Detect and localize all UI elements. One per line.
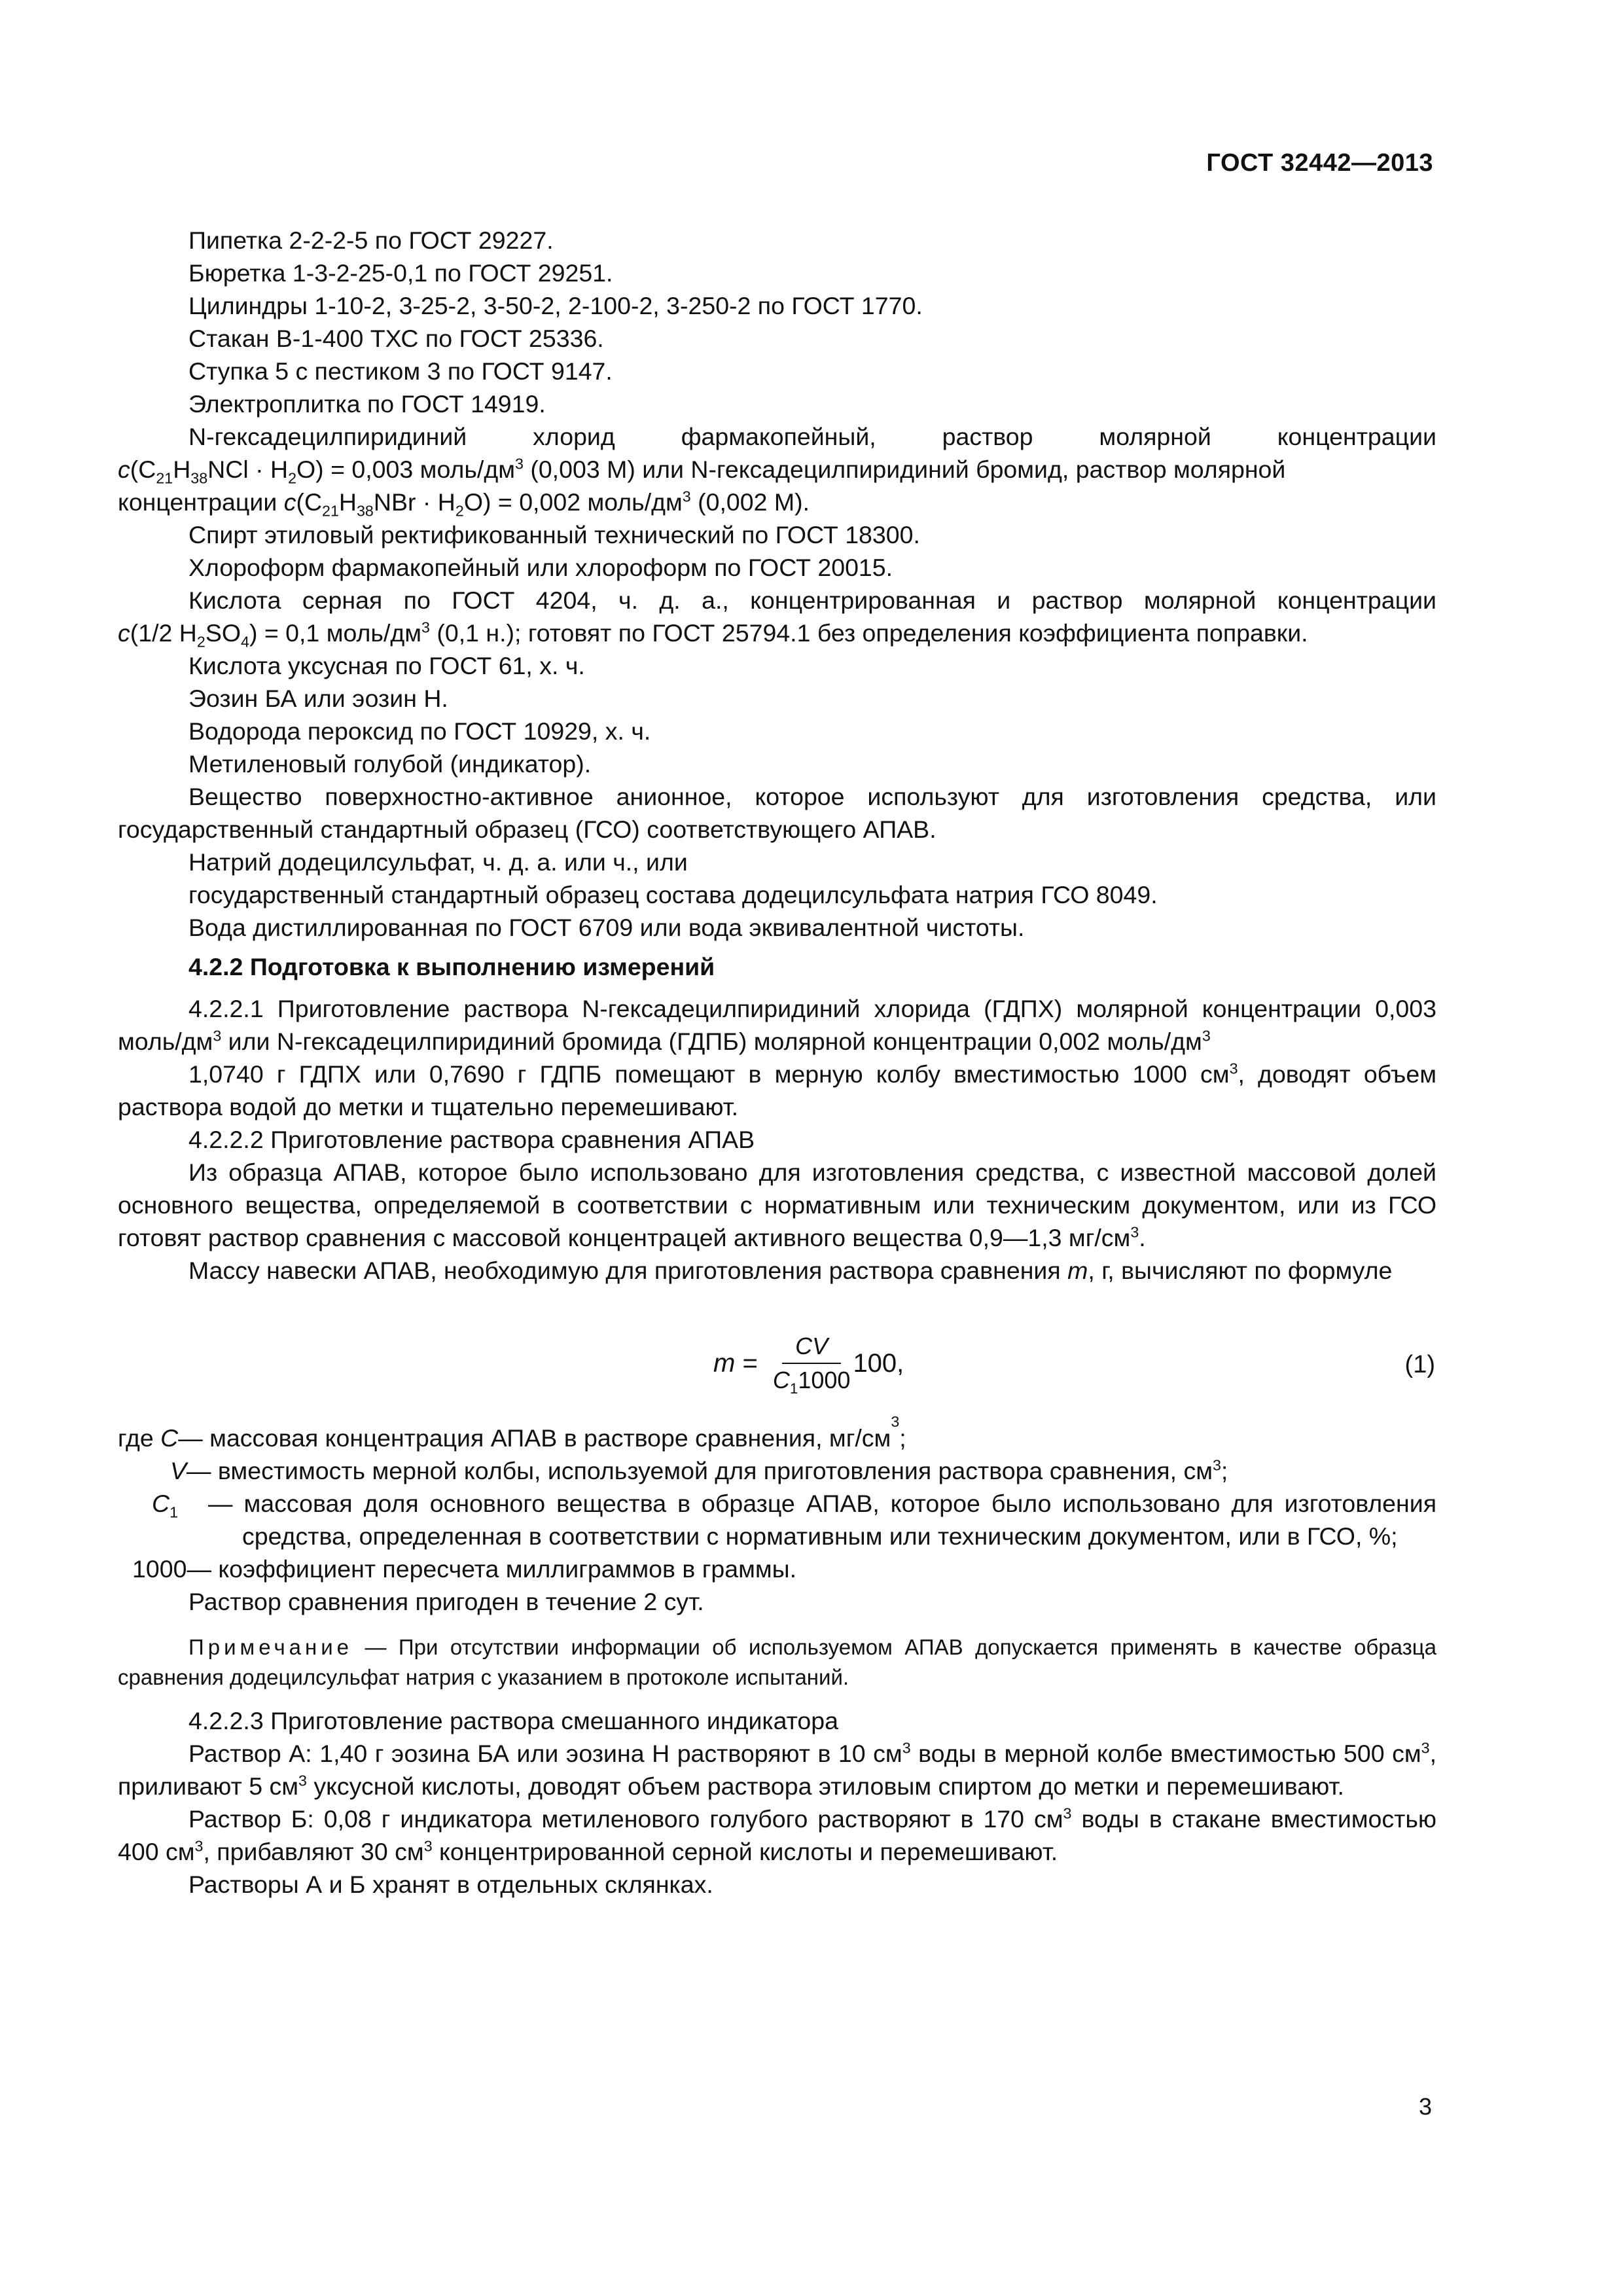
formula-numerator: CV [782, 1333, 841, 1364]
formula-denominator: $C_11000$ [772, 1367, 851, 1397]
reagent-line: государственный стандартный образец состава додецилсульфата натрия ГСО 8049. [188, 881, 1158, 908]
formula-lhs: m [713, 1349, 736, 1378]
where-item: 1000 — коэффициент пересчета миллиграммов в граммы. [132, 1555, 797, 1583]
page-number: 3 [1418, 2093, 1432, 2120]
note-paragraph: Примечание — При отсутствии информации об используемом АПАВ допускается применять в качестве образца сравнения додецилсульфат натрия с указанием в протоколе испытаний. [118, 1635, 1436, 1689]
equipment-line: Цилиндры 1-10-2, 3-25-2, 3-50-2, 2-100-2, 3-250-2 по ГОСТ 1770. [188, 292, 923, 319]
paragraph-4-2-2-1: 4.2.2.1 Приготовление раствора N-гексадецилпиридиний хлорида (ГДПХ) молярной концентрации 0,003 моль/$дм^3$ или N-гексадецилпиридиний бромида (ГДПБ) молярной концентрации 0,002 моль/$дм^3$ [118, 995, 1436, 1055]
page-content [118, 224, 1436, 1901]
equipment-line: Пипетка 2-2-2-5 по ГОСТ 29227. [188, 226, 554, 254]
formula-1 [118, 1306, 1436, 1416]
acid-formula-line: c(1/2 $H_2SO_4) = 0,1$ моль/$дм^3$ (0,1 н.); готовят по ГОСТ 25794.1 без определения коэффициента поправки. [118, 619, 1308, 651]
standard-header: ГОСТ 32442—2013 [1206, 149, 1433, 177]
formula-equals: = [735, 1349, 765, 1378]
where-item: $C_1$ — массовая доля основного вещества в образце АПАВ, которое было использовано для изготовления средства, определенная в соответствии с нормативным или техническим документом, или в ГСО, %; [152, 1490, 1436, 1550]
formula-factor: 100, [853, 1349, 904, 1378]
reagent-line: N-гексадецилпиридиний хлорид фармакопейный, раствор молярной концентрации [188, 423, 1436, 450]
paragraph-mass: Массу навески АПАВ, необходимую для приготовления раствора сравнения m, г, вычисляют по формуле [188, 1257, 1393, 1284]
reagent-line: Хлороформ фармакопейный или хлороформ по ГОСТ 20015. [188, 554, 893, 581]
equipment-line: Стакан В-1-400 ТХС по ГОСТ 25336. [188, 325, 604, 352]
where-item: V — вместимость мерной колбы, используемой для приготовления раствора сравнения, $см^3$; [170, 1456, 1228, 1484]
equipment-line: Ступка 5 с пестиком 3 по ГОСТ 9147. [188, 357, 613, 385]
equipment-line: Бюретка 1-3-2-25-0,1 по ГОСТ 29251. [188, 259, 613, 287]
acid-line: Кислота серная по ГОСТ 4204, ч. д. а., концентрированная и раствор молярной концентрации [188, 586, 1436, 614]
subsection-heading-4-2-2-2: 4.2.2.2 Приготовление раствора сравнения АПАВ [188, 1126, 755, 1153]
paragraph-4-2-2-2: Из образца АПАВ, которое было использовано для изготовления средства, с известной массовой долей основного вещества, определяемой в соответствии с нормативным или техническим документом, или из ГСО готовят раствор сравнения с массовой концентрацей активного вещества 0,9—1,3 $мг/см^3$. [118, 1158, 1436, 1251]
reagent-line: Метиленовый голубой (индикатор). [188, 750, 592, 778]
formula-fraction [772, 1333, 851, 1397]
reagent-line: Вода дистиллированная по ГОСТ 6709 или вода эквивалентной чистоты. [188, 914, 1025, 941]
reagent-line: Натрий додецилсульфат, ч. д. а. или ч., или [188, 848, 688, 876]
reagent-formula-line: концентрации $c(C_{21}H_{38}NBr \cdot H_2O) = 0,002$ моль/$дм^3$ (0,002 М). [118, 488, 810, 520]
reagent-line: Спирт этиловый ректификованный технический по ГОСТ 18300. [188, 521, 920, 548]
where-item: где C — массовая концентрация АПАВ в растворе сравнения, мг/см 3 ; [118, 1413, 906, 1452]
subsection-heading-4-2-2-3: 4.2.2.3 Приготовление раствора смешанного индикатора [188, 1707, 838, 1734]
section-heading-4-2-2: 4.2.2 Подготовка к выполнению измерений [188, 953, 715, 980]
formula-number: (1) [1404, 1351, 1435, 1378]
solution-b-paragraph: Раствор Б: 0,08 г индикатора метиленового голубого растворяют в 170 $см^3$ воды в стакане вместимостью 400 $см^3$, прибавляют 30 $см^3$ концентрированной серной кислоты и перемешивают. [118, 1804, 1436, 1865]
reagent-line: Кислота уксусная по ГОСТ 61, х. ч. [188, 652, 585, 679]
solution-a-paragraph: Раствор А: 1,40 г эозина БА или эозина Н растворяют в 10 $см^3$ воды в мерной колбе вместимостью 500 $см^3$, приливают 5 $см^3$ уксусной кислоты, доводят объем раствора этиловым спиртом до метки и перемешивают. [118, 1739, 1436, 1800]
reagent-line: Эозин БА или эозин Н. [188, 685, 448, 712]
paragraph-4-2-2-1-text: 1,0740 г ГДПХ или 0,7690 г ГДПБ помещают в мерную колбу вместимостью 1000 $см^3$, доводят объем раствора водой до метки и тщательно перемешивают. [118, 1060, 1436, 1121]
reagent-formula-line: $c(C_{21}H_{38}NCl \cdot H_2O) = 0,003$ моль/$дм^3$ (0,003 М) или N-гексадецилпиридиний бромид, раствор молярной [118, 455, 1286, 487]
storage-line: Растворы А и Б хранят в отдельных склянках. [188, 1871, 713, 1898]
surfactant-paragraph: Вещество поверхностно-активное анионное, которое используют для изготовления средства, или государственный стандартный образец (ГСО) соответствующего АПАВ. [118, 783, 1436, 843]
reagent-line: Водорода пероксид по ГОСТ 10929, х. ч. [188, 717, 651, 745]
equipment-line: Электроплитка по ГОСТ 14919. [188, 390, 546, 418]
stability-line: Раствор сравнения пригоден в течение 2 сут. [188, 1588, 704, 1615]
